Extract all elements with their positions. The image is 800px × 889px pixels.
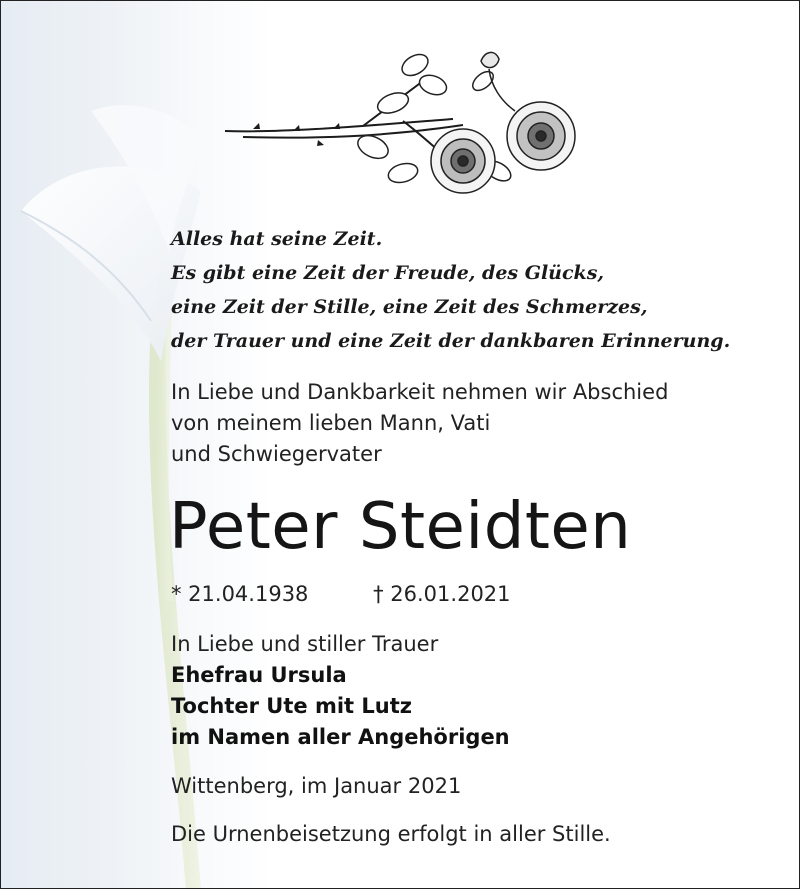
mourners-heading: In Liebe und stiller Trauer — [171, 632, 439, 656]
place-date: Wittenberg, im Januar 2021 — [171, 774, 462, 798]
verse-line: eine Zeit der Stille, eine Zeit des Schmerzes, — [171, 296, 648, 318]
mourner-name: Ehefrau Ursula — [171, 663, 347, 687]
burial-note: Die Urnenbeisetzung erfolgt in aller Stille. — [171, 822, 611, 846]
mourner-name: im Namen aller Angehörigen — [171, 725, 510, 749]
mourners-block — [171, 629, 510, 753]
intro-line: In Liebe und Dankbarkeit nehmen wir Abschied — [171, 380, 669, 404]
roses-icon — [223, 41, 603, 221]
intro-line: und Schwiegervater — [171, 442, 382, 466]
verse-line: der Trauer und eine Zeit der dankbaren Erinnerung. — [171, 330, 731, 352]
birth-date: * 21.04.1938 — [171, 582, 309, 606]
verse-line: Alles hat seine Zeit. — [171, 228, 383, 250]
deceased-name: Peter Steidten — [169, 490, 632, 564]
death-date: † 26.01.2021 — [373, 582, 511, 606]
verse-line: Es gibt eine Zeit der Freude, des Glücks, — [171, 262, 605, 284]
verse — [171, 222, 730, 358]
intro-text — [171, 377, 668, 470]
life-dates — [171, 579, 511, 609]
mourner-name: Tochter Ute mit Lutz — [171, 694, 412, 718]
intro-line: von meinem lieben Mann, Vati — [171, 411, 491, 435]
